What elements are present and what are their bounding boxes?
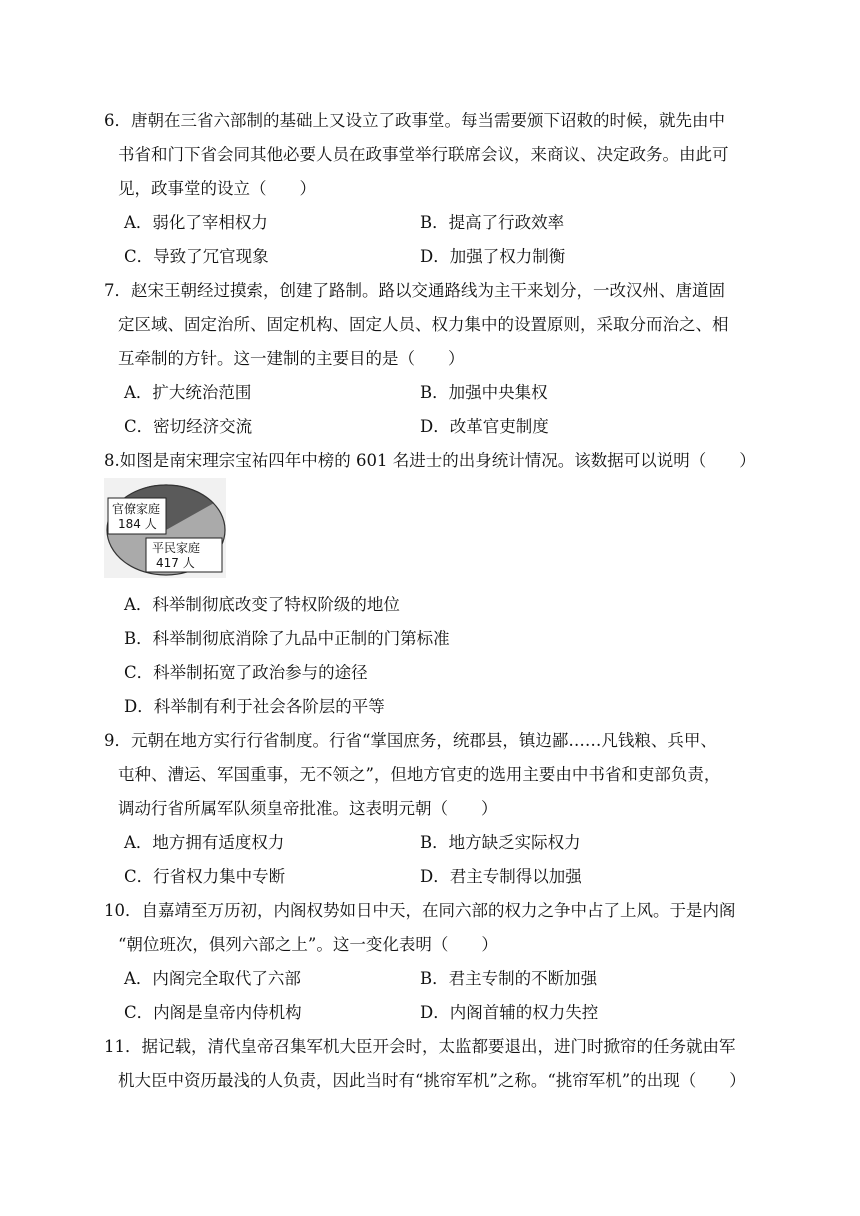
q6-stem-line-2: 书省和门下省会同其他必要人员在政事堂举行联席会议，来商议、决定政务。由此可 [118,145,729,164]
q7-stem-line-1: 7．赵宋王朝经过摸索，创建了路制。路以交通路线为主干来划分，一改汉州、唐道固 [104,281,725,300]
q7-stem-line-3: 互牵制的方针。这一建制的主要目的是（ ） [118,349,465,368]
q6-stem-line-3: 见，政事堂的设立（ ） [118,179,316,198]
q9-option-b[interactable]: B．地方缺乏实际权力 [420,833,581,852]
q6-option-c[interactable]: C．导致了冗官现象 [124,247,269,266]
q10-stem-line-1: 10．自嘉靖至万历初，内阁权势如日中天，在同六部的权力之争中占了上风。于是内阁 [104,901,736,920]
q9-stem-line-2: 屯种、漕运、军国重事，无不领之”，但地方官吏的选用主要由中书省和吏部负责， [118,765,721,784]
pie-chart-svg [104,478,226,578]
official-label-line-1: 官僚家庭 [112,502,161,516]
q9-option-c[interactable]: C．行省权力集中专断 [124,867,286,886]
q10-option-c[interactable]: C．内阁是皇帝内侍机构 [124,1003,302,1022]
q11-stem-line-2: 机大臣中资历最浅的人负责，因此当时有“挑帘军机”之称。“挑帘军机”的出现（ ） [118,1071,746,1090]
q9-option-d[interactable]: D．君主专制得以加强 [420,867,582,886]
q6-option-d[interactable]: D．加强了权力制衡 [420,247,566,266]
q8-option-b[interactable]: B．科举制彻底消除了九品中正制的门第标准 [124,629,450,648]
q7-option-a[interactable]: A．扩大统治范围 [124,383,252,402]
commoner-label-line-1: 平民家庭 [152,541,201,555]
q7-option-c[interactable]: C．密切经济交流 [124,417,253,436]
q9-stem-line-1: 9．元朝在地方实行行省制度。行省“掌国庶务，统郡县，镇边鄙……凡钱粮、兵甲、 [104,731,717,750]
q7-option-b[interactable]: B．加强中央集权 [420,383,548,402]
q10-stem-line-2: “朝位班次，俱列六部之上”。这一变化表明（ ） [118,935,498,954]
q11-stem-line-1: 11．据记载，清代皇帝召集军机大臣开会时，太监都要退出，进门时掀帘的任务就由军 [104,1037,736,1056]
q10-option-a[interactable]: A．内阁完全取代了六部 [124,969,301,988]
official-label-line-2: 184 人 [118,517,157,531]
q10-option-d[interactable]: D．内阁首辅的权力失控 [420,1003,599,1022]
q6-option-a[interactable]: A．弱化了宰相权力 [124,213,268,232]
pie-chart-figure [104,478,226,578]
q6-option-b[interactable]: B．提高了行政效率 [420,213,565,232]
q7-stem-line-2: 定区域、固定治所、固定机构、固定人员、权力集中的设置原则，采取分而治之、相 [118,315,729,334]
q9-stem-line-3: 调动行省所属军队须皇帝批准。这表明元朝（ ） [118,799,498,818]
q6-stem-line-1: 6．唐朝在三省六部制的基础上又设立了政事堂。每当需要颁下诏敕的时候，就先由中 [104,111,725,130]
q8-option-d[interactable]: D．科举制有利于社会各阶层的平等 [124,697,385,716]
commoner-label-line-2: 417 人 [156,556,195,570]
q8-option-c[interactable]: C．科举制拓宽了政治参与的途径 [124,663,368,682]
q9-option-a[interactable]: A．地方拥有适度权力 [124,833,285,852]
q8-stem-line-1: 8.如图是南宋理宗宝祐四年中榜的 601 名进士的出身统计情况。该数据可以说明（ ） [104,451,756,470]
q7-option-d[interactable]: D．改革官吏制度 [420,417,549,436]
q8-option-a[interactable]: A．科举制彻底改变了特权阶级的地位 [124,595,400,614]
q10-option-b[interactable]: B．君主专制的不断加强 [420,969,598,988]
